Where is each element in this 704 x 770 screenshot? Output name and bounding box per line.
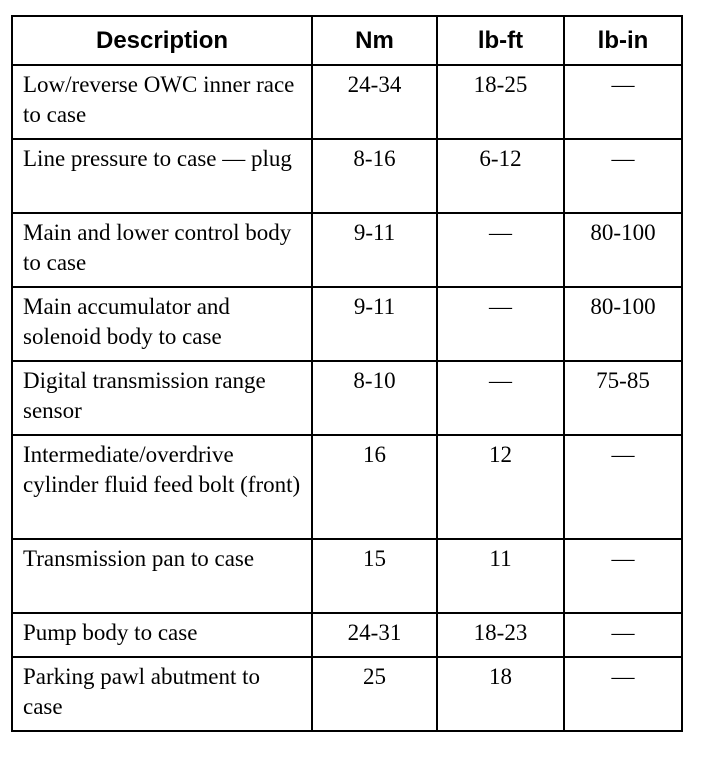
table-row: [12, 65, 682, 139]
nm-cell: 9-11: [312, 287, 437, 361]
description-cell: Main and lower control body to case: [12, 213, 312, 287]
table-row: [12, 657, 682, 731]
header-lbft: lb-ft: [437, 16, 564, 65]
nm-cell: 24-31: [312, 613, 437, 657]
lbin-cell: —: [564, 139, 682, 213]
lbft-cell: 11: [437, 539, 564, 613]
nm-cell: 8-10: [312, 361, 437, 435]
nm-cell: 9-11: [312, 213, 437, 287]
nm-cell: 25: [312, 657, 437, 731]
torque-spec-table: [11, 15, 683, 732]
description-cell: Main accumulator and solenoid body to case: [12, 287, 312, 361]
header-row: [12, 16, 682, 65]
lbin-cell: —: [564, 613, 682, 657]
table-row: [12, 139, 682, 213]
lbin-cell: 75-85: [564, 361, 682, 435]
nm-cell: 24-34: [312, 65, 437, 139]
table-row: [12, 287, 682, 361]
table-row: [12, 361, 682, 435]
lbft-cell: —: [437, 287, 564, 361]
lbft-cell: 18: [437, 657, 564, 731]
nm-cell: 8-16: [312, 139, 437, 213]
description-cell: Pump body to case: [12, 613, 312, 657]
lbft-cell: —: [437, 361, 564, 435]
description-cell: Digital transmission range sensor: [12, 361, 312, 435]
lbft-cell: 18-25: [437, 65, 564, 139]
lbft-cell: 12: [437, 435, 564, 539]
header-lbin: lb-in: [564, 16, 682, 65]
nm-cell: 15: [312, 539, 437, 613]
description-cell: Transmission pan to case: [12, 539, 312, 613]
lbin-cell: —: [564, 65, 682, 139]
description-cell: Low/reverse OWC inner race to case: [12, 65, 312, 139]
description-cell: Intermediate/overdrive cylinder fluid feed bolt (front): [12, 435, 312, 539]
description-cell: Line pressure to case — plug: [12, 139, 312, 213]
lbin-cell: —: [564, 539, 682, 613]
lbin-cell: 80-100: [564, 287, 682, 361]
lbin-cell: 80-100: [564, 213, 682, 287]
lbft-cell: 6-12: [437, 139, 564, 213]
lbin-cell: —: [564, 435, 682, 539]
nm-cell: 16: [312, 435, 437, 539]
header-nm: Nm: [312, 16, 437, 65]
description-cell: Parking pawl abutment to case: [12, 657, 312, 731]
lbin-cell: —: [564, 657, 682, 731]
lbft-cell: 18-23: [437, 613, 564, 657]
table-row: [12, 435, 682, 539]
header-description: Description: [12, 16, 312, 65]
table-row: [12, 613, 682, 657]
table-row: [12, 213, 682, 287]
lbft-cell: —: [437, 213, 564, 287]
table-row: [12, 539, 682, 613]
